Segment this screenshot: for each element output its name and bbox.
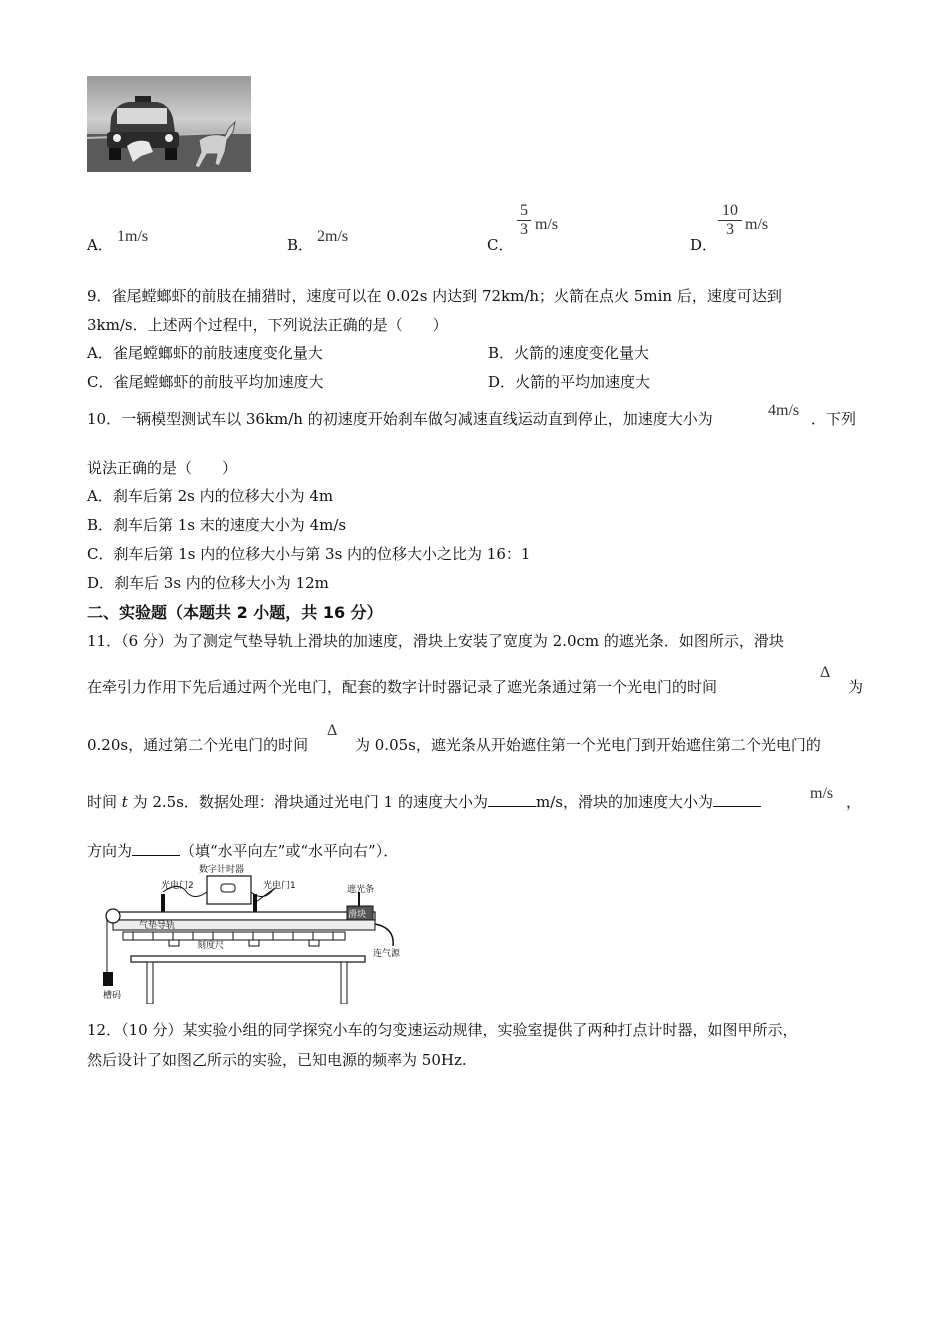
label-timer: 数字计时器	[199, 865, 245, 875]
q9-option-d: D．火箭的平均加速度大	[488, 373, 651, 391]
q9-option-c: C．雀尾螳螂虾的前肢平均加速度大	[87, 373, 324, 391]
q10-option-c: C．刹车后第 1s 内的位移大小与第 3s 内的位移大小之比为 16：1	[87, 545, 531, 563]
time-variable: t	[121, 793, 128, 811]
q11-line5-text: （填“水平向左”或“水平向右”）．	[180, 842, 399, 860]
q10-stem-line1-end: ．下列	[811, 410, 857, 428]
option-d-unit: m/s	[745, 216, 769, 233]
q12-stem-line1: 12．（10 分）某实验小组的同学探究小车的匀变速运动规律，实验室提供了两种打点计时器，如图甲所示，	[87, 1021, 798, 1039]
q11-line4-end: ，	[846, 793, 862, 811]
q10-acceleration: 4m/s	[768, 402, 800, 419]
delta-symbol: Δ	[327, 722, 338, 739]
section-heading: 二、实验题（本题共 2 小题，共 16 分）	[87, 603, 383, 622]
label-gate2: 光电门2	[161, 881, 194, 891]
option-c-unit: m/s	[535, 216, 559, 233]
q11-stem-line2	[87, 676, 717, 697]
label-air-source: 连气源	[373, 949, 401, 959]
q9-stem-line1: 9．雀尾螳螂虾的前肢在捕猎时，速度可以在 0.02s 内达到 72km/h；火箭在点火 5min 后，速度可达到	[87, 287, 782, 305]
q12-stem-line2: 然后设计了如图乙所示的实验，已知电源的频率为 50Hz.	[87, 1051, 467, 1069]
denominator: 3	[718, 220, 742, 239]
q10-option-d: D．刹车后 3s 内的位移大小为 12m	[87, 574, 329, 592]
q11-line2-text: 在牵引力作用下先后通过两个光电门，配套的数字计时器记录了遮光条通过第一个光电门的时间	[87, 678, 718, 696]
label-shade: 遮光条	[347, 885, 375, 895]
q11-line4-text: m/s，滑块的加速度大小为	[535, 793, 713, 811]
q11-line5-text: 方向为	[87, 842, 133, 860]
label-ruler: 刻度尺	[197, 941, 225, 951]
numerator: 10	[722, 202, 738, 219]
delta-symbol: Δ	[820, 664, 831, 681]
car-antelope-photo	[87, 76, 251, 172]
q11-stem-line4	[87, 791, 761, 812]
option-a-value: 1m/s	[117, 228, 149, 245]
option-letter: C．	[487, 236, 514, 254]
q11-stem-line1: 11．（6 分）为了测定气垫导轨上滑块的加速度，滑块上安装了宽度为 2.0cm 的遮光条．如图所示，滑块	[87, 632, 784, 650]
label-gate1: 光电门1	[263, 881, 296, 891]
q10-option-b: B．刹车后第 1s 末的速度大小为 4m/s	[87, 516, 347, 534]
air-track-figure	[103, 862, 415, 1004]
option-letter: A．	[87, 236, 113, 254]
answer-blank-accel[interactable]	[713, 792, 761, 807]
option-letter: B．	[287, 236, 314, 254]
q11-line3-rest: 为 0.05s，遮光条从开始遮住第一个光电门到开始遮住第二个光电门的	[355, 736, 821, 754]
q11-stem-line5	[87, 840, 398, 861]
q10-option-a: A．刹车后第 2s 内的位移大小为 4m	[87, 487, 334, 505]
option-d	[690, 234, 717, 255]
q9-stem-line2: 3km/s．上述两个过程中，下列说法正确的是（ ）	[87, 316, 448, 334]
label-slider: 滑块	[348, 910, 367, 920]
q10-stem-line2: 说法正确的是（ ）	[87, 459, 238, 477]
q9-option-b: B．火箭的速度变化量大	[488, 344, 650, 362]
q10-stem-line1: 10．一辆模型测试车以 36km/h 的初速度开始刹车做匀减速直线运动直到停止，加速度大小为	[87, 410, 713, 428]
option-d-fraction	[718, 202, 742, 239]
label-rail: 气垫导轨	[139, 921, 176, 931]
q11-line4-text: 为 2.5s．数据处理：滑块通过光电门 1 的速度大小为	[127, 793, 488, 811]
option-b-value: 2m/s	[317, 228, 349, 245]
q11-stem-line3: 0.20s，通过第二个光电门的时间	[87, 736, 309, 754]
option-a	[87, 234, 113, 255]
option-c	[487, 234, 513, 255]
q11-line2-end: 为	[848, 678, 864, 696]
option-c-fraction	[517, 202, 531, 239]
option-letter: D．	[690, 236, 718, 254]
label-weight: 槽码	[103, 991, 122, 1001]
answer-blank-direction[interactable]	[132, 841, 180, 856]
answer-blank-v1[interactable]	[488, 792, 536, 807]
numerator: 5	[520, 202, 528, 219]
option-b	[287, 234, 313, 255]
q9-option-a: A．雀尾螳螂虾的前肢速度变化量大	[87, 344, 323, 362]
accel-unit: m/s	[810, 785, 834, 802]
denominator: 3	[517, 220, 531, 239]
q11-line4-text: 时间	[87, 793, 122, 811]
